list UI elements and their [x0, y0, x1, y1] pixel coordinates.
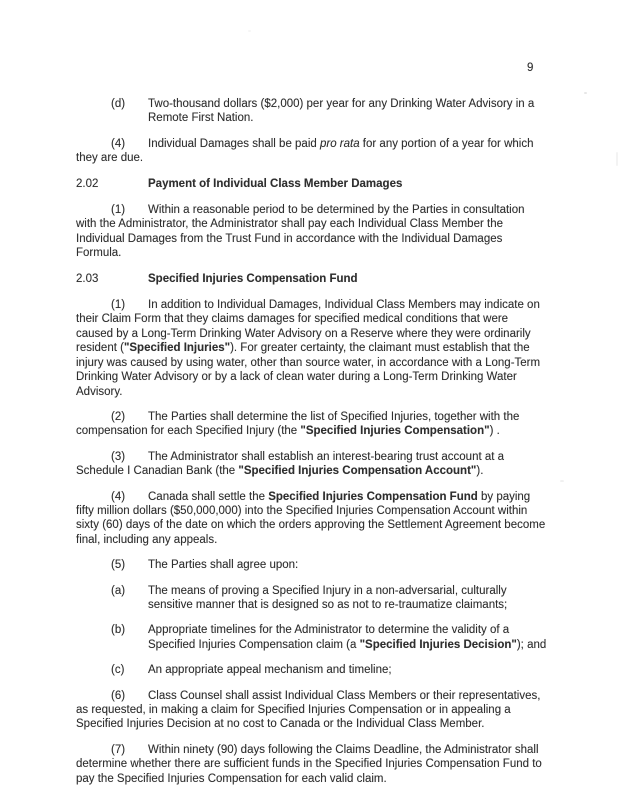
clause-text: The means of proving a Specified Injury in a non-adversarial, culturally sensitive manner that is designed so as not to re-traumatize claimants;: [148, 584, 508, 611]
clause-marker: 2.02: [76, 177, 99, 190]
section-heading-text: Payment of Individual Class Member Damages: [148, 177, 403, 190]
clause-3-7: [76, 450, 548, 479]
clause-marker: (7): [111, 743, 126, 756]
clause-marker: (1): [111, 204, 126, 217]
clause-d-0: [76, 97, 548, 126]
clause-text: Individual Damages shall be paid pro rata for any portion of a year for which they are due.: [76, 137, 534, 165]
clause-text: An appropriate appeal mechanism and timeline;: [148, 664, 392, 677]
clause-5-9: [76, 558, 548, 572]
clause-6-13: [76, 689, 548, 732]
clause-marker: (4): [111, 490, 126, 503]
clause-marker: (b): [111, 624, 126, 637]
clause-2-6: [76, 410, 548, 439]
clause-a-10: [76, 584, 548, 613]
clause-text: The Parties shall agree upon:: [148, 559, 299, 572]
clause-c-12: [76, 663, 548, 677]
clause-text: Within a reasonable period to be determined by the Parties in consultation with the Administrator, the Administrator shall pay each Individual Class Member the Individual Damages from the Trust Fund in accordance with the Individual Damages Formula.: [76, 204, 525, 260]
clause-1-3: [76, 203, 548, 261]
clause-text: Appropriate timelines for the Administrator to determine the validity of a Specified Injuries Compensation claim (a "Specified Injuries Decision"); and: [148, 624, 547, 651]
clause-marker: (6): [111, 689, 126, 702]
scan-speck: [616, 152, 618, 166]
scan-speck: [584, 92, 587, 94]
clause-text: Canada shall settle the Specified Injuries Compensation Fund by paying fifty million dollars ($50,000,000) into the Specified Injuries Compensation Account within sixty (60) days of the date on which the orders approving the Settlement Agreement become final, including any appeals.: [76, 490, 546, 546]
clause-marker: (1): [111, 299, 126, 312]
clause-marker: (a): [111, 584, 126, 597]
section-heading-2-03-4: [76, 272, 548, 286]
clause-marker: (c): [111, 664, 125, 677]
clause-marker: (5): [111, 559, 126, 572]
clause-marker: 2.03: [76, 272, 99, 285]
page-number: 9: [527, 62, 534, 74]
clause-text: Within ninety (90) days following the Claims Deadline, the Administrator shall determine whether there are sufficient funds in the Specified Injuries Compensation Fund to pay the Specified Injuries Compensation for each valid claim.: [76, 743, 542, 785]
clause-4-8: [76, 490, 548, 548]
clause-text: Class Counsel shall assist Individual Class Members or their representatives, as requested, in making a claim for Specified Injuries Compensation or in appealing a Specified Injuries Decision at no cost to Canada or the Individual Class Member.: [76, 689, 541, 731]
clause-text: In addition to Individual Damages, Individual Class Members may indicate on their Claim Form that they claims damages for specified medical conditions that were caused by a Long-Term Drinking Water Advisory on a Reserve where they were ordinarily resident ("Specified Injuries"). For greater certainty, the claimant must establish that the injury was caused by using water, other than source water, in accordance with a Long-Term Drinking Water Advisory or by a lack of clean water during a Long-Term Drinking Water Advisory.: [76, 299, 541, 398]
clause-text: The Parties shall determine the list of Specified Injuries, together with the compensation for each Specified Injury (the "Specified Injuries Compensation") .: [76, 410, 520, 438]
clause-text: The Administrator shall establish an interest-bearing trust account at a Schedule I Canadian Bank (the "Specified Injuries Compensation Account").: [76, 450, 505, 478]
scan-speck: [248, 30, 251, 32]
section-heading-2-02-2: [76, 177, 548, 191]
clause-1-5: [76, 298, 548, 399]
scan-speck: [84, 510, 87, 512]
document-body: [76, 97, 548, 797]
clause-7-14: [76, 743, 548, 786]
section-heading-text: Specified Injuries Compensation Fund: [148, 272, 358, 285]
clause-marker: (d): [111, 98, 126, 110]
clause-marker: (3): [111, 450, 126, 463]
clause-text: Two-thousand dollars ($2,000) per year for any Drinking Water Advisory in a Remote First Nation.: [148, 98, 535, 125]
clause-marker: (4): [111, 137, 126, 150]
clause-4-1: [76, 137, 548, 166]
clause-b-11: [76, 623, 548, 652]
scan-speck: [560, 480, 564, 482]
clause-marker: (2): [111, 410, 126, 423]
